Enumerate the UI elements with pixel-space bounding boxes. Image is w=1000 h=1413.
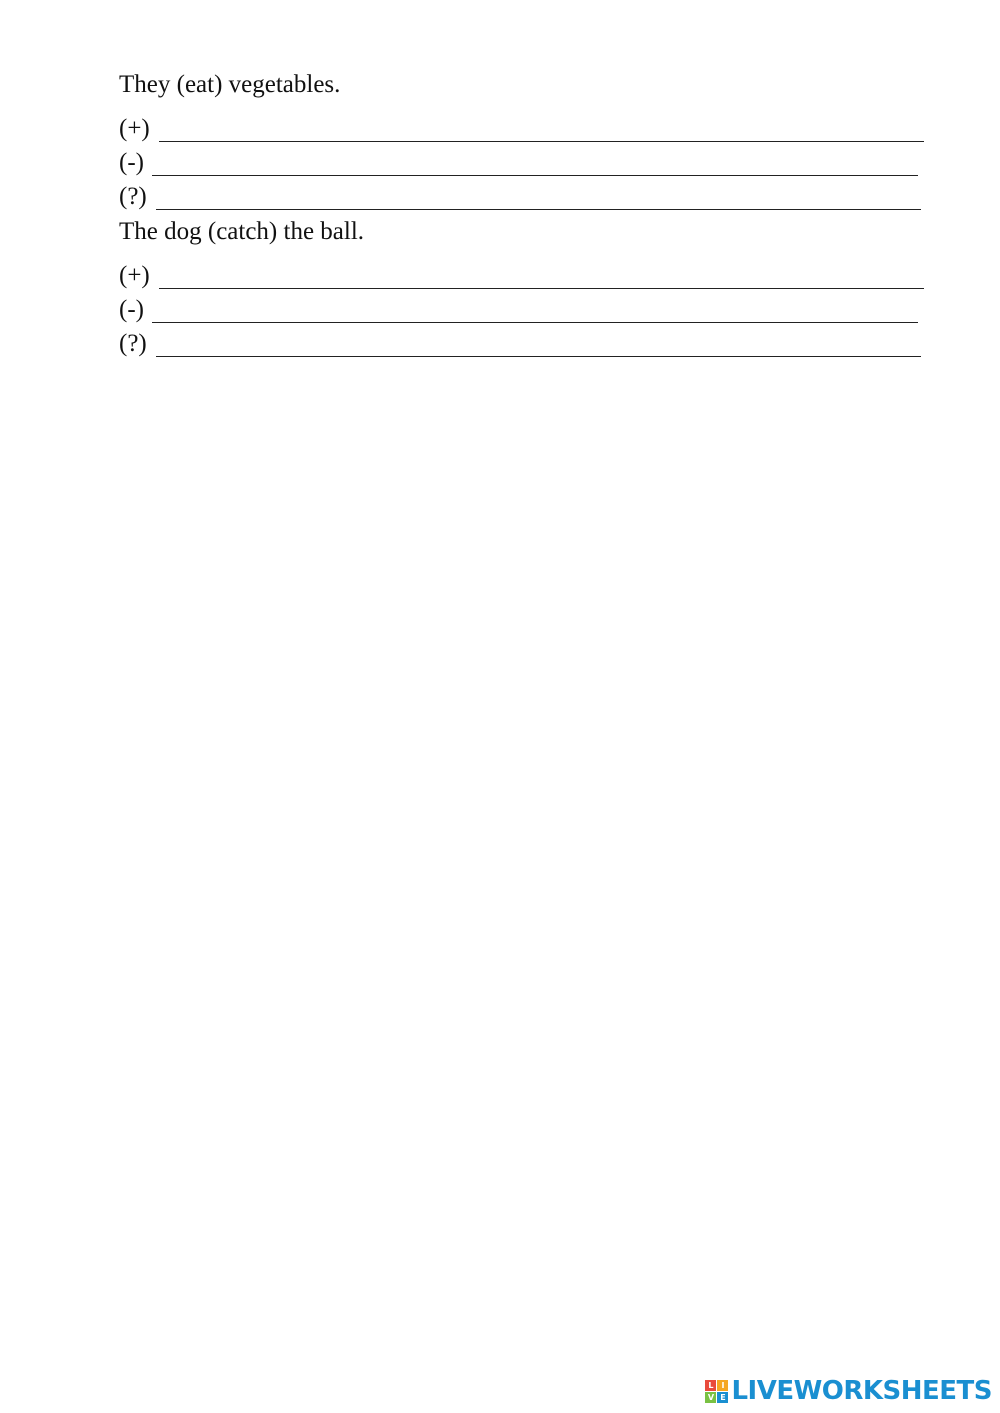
logo-tile: I — [717, 1380, 728, 1391]
answer-row-positive — [119, 261, 929, 295]
answer-label-positive: (+) — [119, 115, 150, 142]
answer-line-negative[interactable] — [152, 322, 918, 323]
exercise-1 — [119, 70, 929, 216]
exercise-sentence: The dog (catch) the ball. — [119, 218, 365, 245]
exercise-2 — [119, 217, 929, 363]
answer-row-question — [119, 329, 929, 363]
answer-label-question: (?) — [119, 183, 147, 210]
exercise-sentence: They (eat) vegetables. — [119, 71, 341, 98]
answer-row-negative — [119, 295, 929, 329]
answer-line-negative[interactable] — [152, 175, 918, 176]
brand-text: LIVEWORKSHEETS — [731, 1376, 992, 1406]
liveworksheets-logo-icon — [705, 1380, 728, 1403]
answer-label-positive: (+) — [119, 262, 150, 289]
liveworksheets-brand — [705, 1377, 992, 1405]
answer-label-negative: (-) — [119, 296, 144, 323]
answer-row-positive — [119, 114, 929, 148]
answer-row-negative — [119, 148, 929, 182]
logo-tile: V — [705, 1392, 716, 1403]
answer-line-positive[interactable] — [159, 141, 924, 142]
answer-line-positive[interactable] — [159, 288, 924, 289]
answer-row-question — [119, 182, 929, 216]
answer-label-negative: (-) — [119, 149, 144, 176]
logo-tile: E — [717, 1392, 728, 1403]
answer-line-question[interactable] — [156, 209, 921, 210]
answer-line-question[interactable] — [156, 356, 921, 357]
logo-tile: L — [705, 1380, 716, 1391]
answer-label-question: (?) — [119, 330, 147, 357]
